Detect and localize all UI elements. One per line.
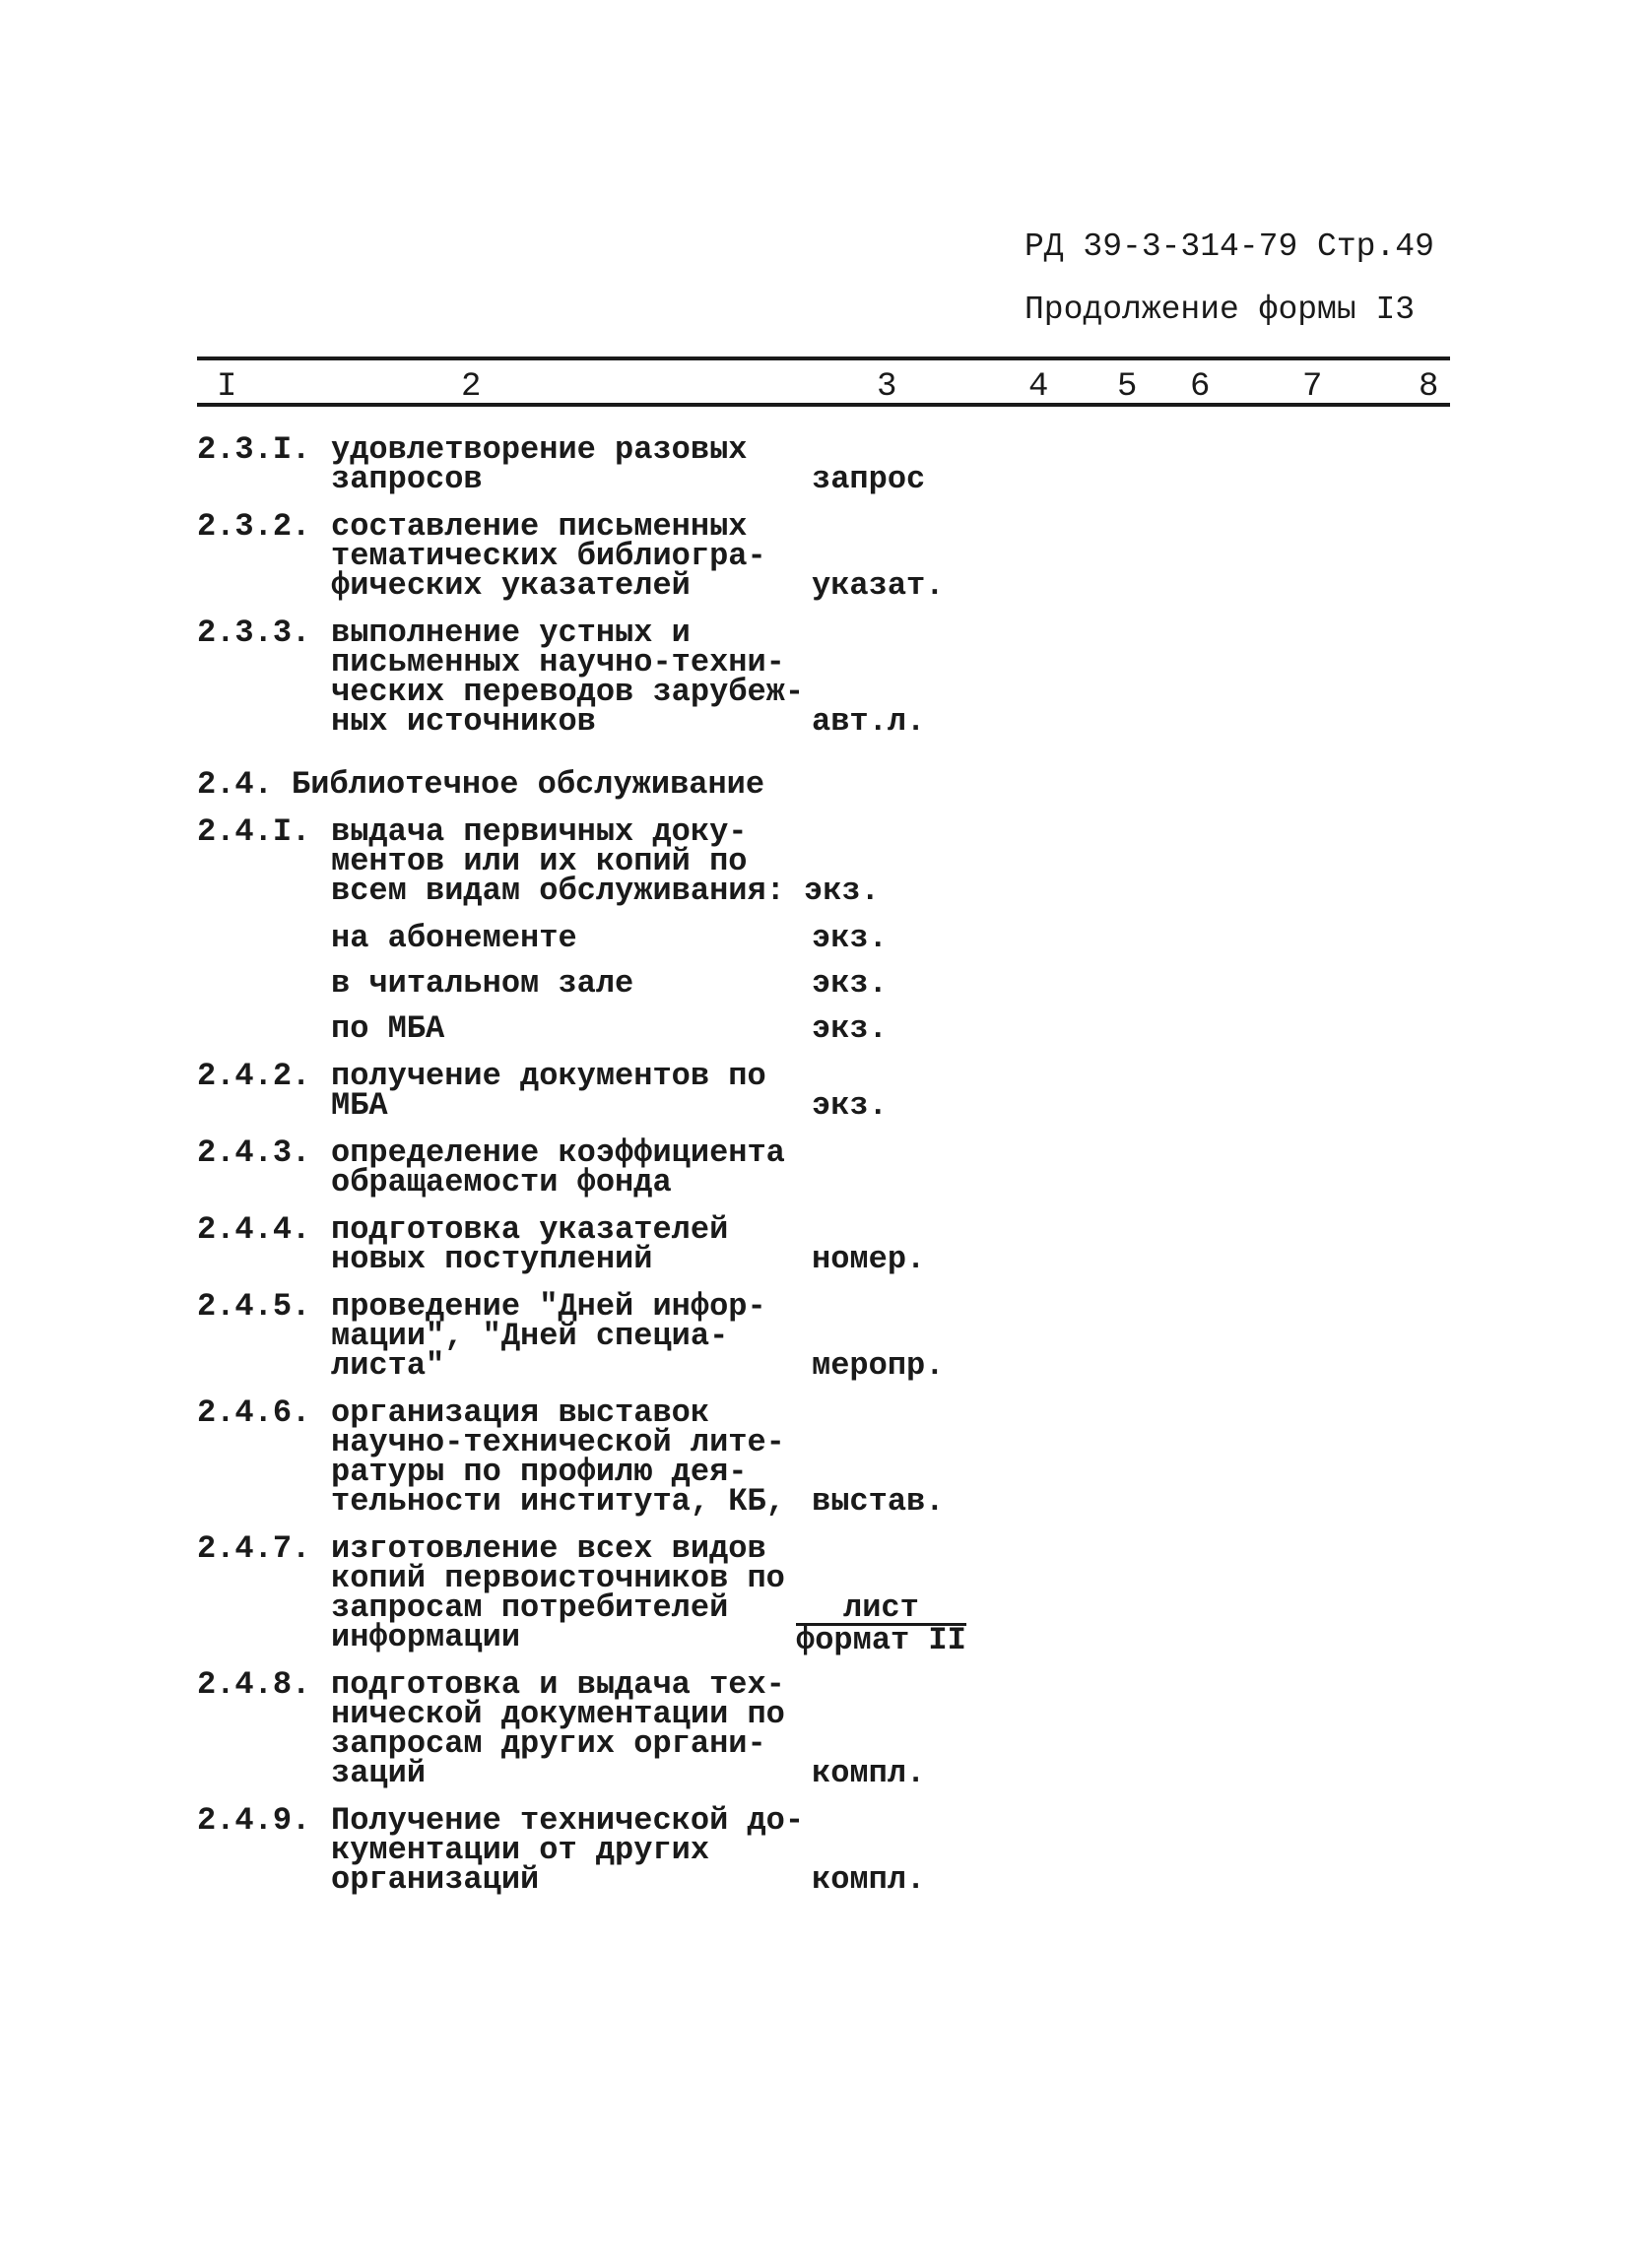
fraction-denominator: формат II: [796, 1622, 966, 1658]
row-unit: меропр.: [812, 1347, 945, 1384]
row-unit: номер.: [812, 1241, 926, 1277]
column-header-1: I: [217, 368, 237, 406]
row-unit: экз.: [812, 1010, 888, 1047]
section-title: Библиотечное обслуживание: [292, 766, 765, 803]
form-continuation-title: Продолжение формы I3: [1024, 292, 1416, 328]
column-header-6: 6: [1190, 368, 1211, 406]
row-description: в читальном зале: [331, 965, 634, 1002]
document-reference: РД 39-3-314-79 Стр.49: [1024, 228, 1434, 265]
row-description: проведение "Дней инфор- мации", "Дней специа- листа": [331, 1288, 766, 1384]
row-description: по МБА: [331, 1010, 445, 1047]
column-header-2: 2: [461, 368, 482, 406]
row-number: 2.3.2.: [197, 508, 311, 545]
row-number: 2.3.I.: [197, 431, 311, 468]
fraction-numerator: лист: [796, 1593, 966, 1626]
row-description: изготовление всех видов копий первоисточников по запросам потребителей информации: [331, 1530, 785, 1655]
row-number: 2.4.6.: [197, 1394, 311, 1431]
row-description: составление письменных тематических библиогра- фических указателей: [331, 508, 766, 604]
row-description: выполнение устных и письменных научно-техни- ческих переводов зарубеж- ных источников: [331, 615, 805, 740]
row-unit: выстав.: [812, 1483, 945, 1520]
row-unit-fraction: [796, 1589, 966, 1658]
row-description: выдача первичных доку- ментов или их копий по всем видам обслуживания:: [331, 813, 785, 909]
row-unit: компл.: [812, 1755, 926, 1791]
section-number: 2.4.: [197, 766, 273, 803]
row-number: 2.4.7.: [197, 1530, 311, 1567]
row-unit: экз.: [812, 965, 888, 1002]
row-unit: авт.л.: [812, 703, 926, 740]
row-description: определение коэффициента обращаемости фонда: [331, 1134, 785, 1200]
row-unit: экз.: [812, 920, 888, 956]
row-number: 2.4.5.: [197, 1288, 311, 1325]
column-header-4: 4: [1028, 368, 1049, 406]
table-top-rule: [197, 356, 1450, 360]
column-header-5: 5: [1117, 368, 1138, 406]
row-number: 2.4.2.: [197, 1058, 311, 1094]
column-header-7: 7: [1302, 368, 1323, 406]
row-description: подготовка и выдача тех- нической документации по запросам других органи- заций: [331, 1666, 785, 1791]
row-number: 2.3.3.: [197, 615, 311, 651]
row-unit: экз.: [804, 873, 880, 909]
table-header-rule: [197, 403, 1450, 407]
row-description: организация выставок научно-технической лите- ратуры по профилю дея- тельности института, КБ,: [331, 1394, 785, 1520]
column-header-3: 3: [877, 368, 897, 406]
row-description: получение документов по МБА: [331, 1058, 766, 1124]
row-description: Получение технической до- кументации от других организаций: [331, 1802, 805, 1898]
row-unit: запрос: [812, 461, 926, 497]
row-description: на абонементе: [331, 920, 577, 956]
row-number: 2.4.8.: [197, 1666, 311, 1703]
row-unit: указат.: [812, 567, 945, 604]
row-unit: экз.: [812, 1087, 888, 1124]
row-number: 2.4.3.: [197, 1134, 311, 1171]
row-number: 2.4.4.: [197, 1211, 311, 1248]
row-unit: компл.: [812, 1861, 926, 1898]
row-description: удовлетворение разовых запросов: [331, 431, 748, 497]
column-header-8: 8: [1419, 368, 1439, 406]
row-description: подготовка указателей новых поступлений: [331, 1211, 729, 1277]
row-number: 2.4.I.: [197, 813, 311, 850]
row-number: 2.4.9.: [197, 1802, 311, 1839]
